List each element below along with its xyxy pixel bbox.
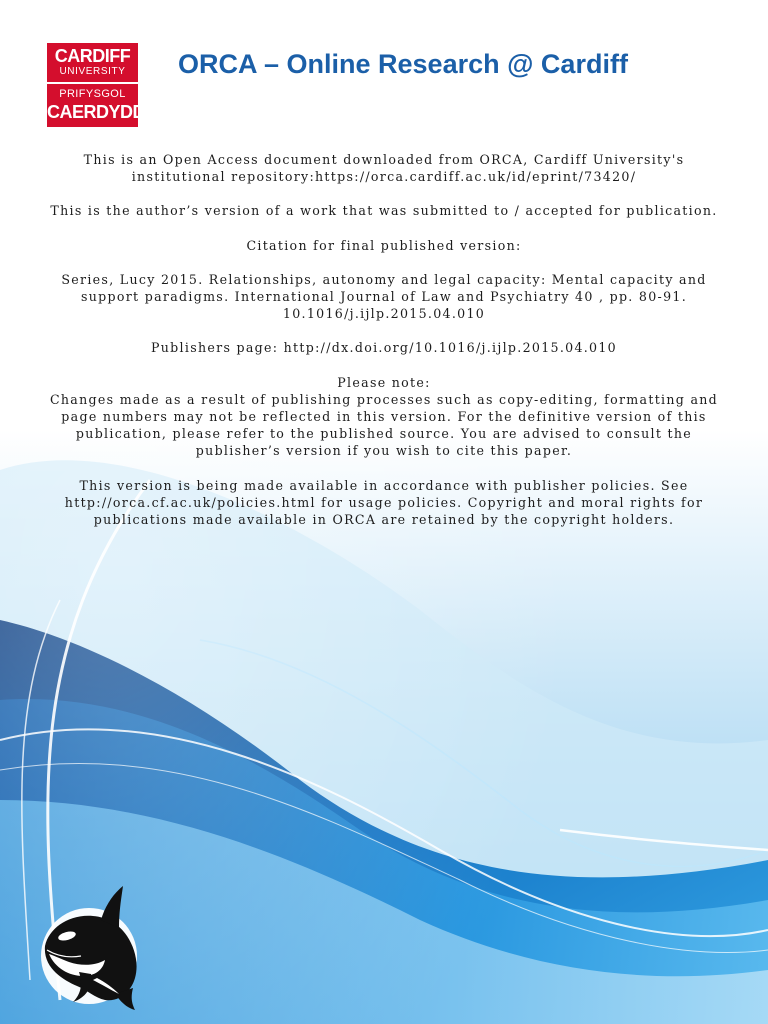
logo-line-prifysgol: PRIFYSGOL bbox=[59, 88, 126, 100]
logo-divider bbox=[47, 82, 138, 84]
note-label: Please note: bbox=[337, 374, 431, 390]
cardiff-university-logo bbox=[47, 43, 146, 127]
citation-paragraph: Series, Lucy 2015. Relationships, autonomy and legal capacity: Mental capacity and support paradigms. International Journal of Law and Psychiatry 40 , pp. 80-91. 10.1016/j.ijlp.2015.04.010 bbox=[61, 271, 707, 322]
note-paragraph: Changes made as a result of publishing processes such as copy-editing, formatting and page numbers may not be reflected in this version. For the definitive version of this publication, please refer to the published source. You are advised to consult the publisher’s version if you wish to cite this paper. bbox=[49, 391, 719, 459]
open-access-paragraph: This is an Open Access document downloaded from ORCA, Cardiff University's institutional repository:https://orca.cardiff.ac.uk/id/eprint/73420/ bbox=[83, 152, 685, 185]
author-version-paragraph: This is the author’s version of a work that was submitted to / accepted for publication. bbox=[50, 203, 718, 219]
publishers-page-paragraph: Publishers page: http://dx.doi.org/10.1016/j.ijlp.2015.04.010 bbox=[151, 340, 617, 356]
document-body bbox=[40, 151, 728, 545]
orca-whale-icon bbox=[35, 884, 151, 1012]
logo-line-cardiff: CARDIFF bbox=[54, 46, 131, 66]
page-title: ORCA – Online Research @ Cardiff bbox=[178, 49, 628, 79]
policy-paragraph: This version is being made available in accordance with publisher policies. See http://orca.cf.ac.uk/policies.html for usage policies. Copyright and moral rights for publications made available in ORCA are retained by the copyright holders. bbox=[64, 477, 704, 528]
citation-label: Citation for final published version: bbox=[246, 237, 522, 253]
logo-line-university: UNIVERSITY bbox=[59, 66, 126, 77]
logo-line-caerdydd: CAERDYDD bbox=[47, 102, 146, 122]
